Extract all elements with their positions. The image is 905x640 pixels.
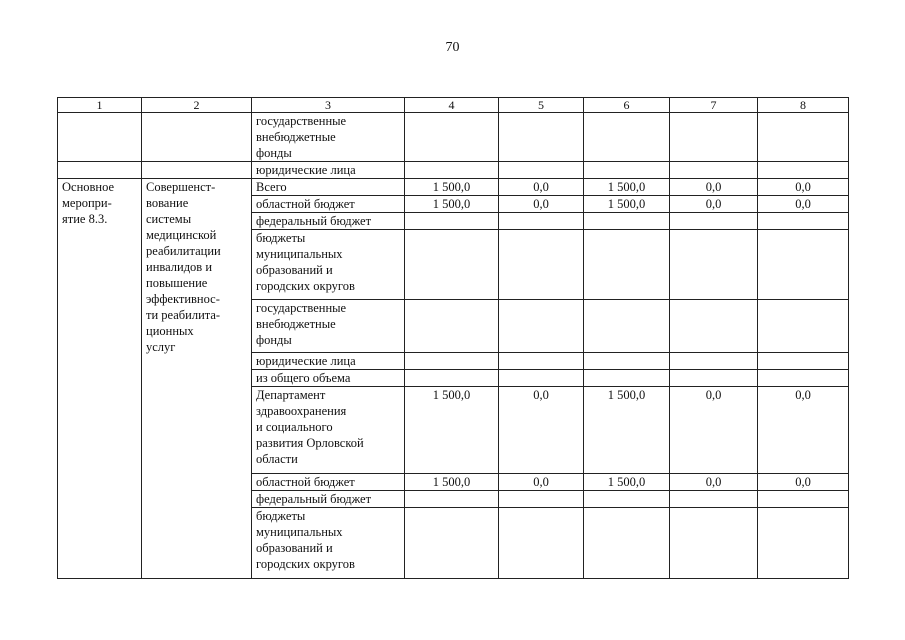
value-cell: 0,0 bbox=[499, 387, 584, 474]
value-cell: 0,0 bbox=[670, 179, 758, 196]
value-cell: 1 500,0 bbox=[584, 196, 670, 213]
page-number: 70 bbox=[445, 40, 460, 55]
header-cell: 5 bbox=[499, 98, 584, 113]
funding-source-cell: федеральный бюджет bbox=[252, 491, 405, 508]
value-cell bbox=[670, 370, 758, 387]
value-cell: 1 500,0 bbox=[405, 179, 499, 196]
value-cell bbox=[499, 213, 584, 230]
value-cell: 1 500,0 bbox=[405, 474, 499, 491]
value-cell: 1 500,0 bbox=[405, 196, 499, 213]
value-cell bbox=[758, 491, 849, 508]
header-row bbox=[58, 98, 849, 113]
value-cell bbox=[584, 213, 670, 230]
funding-source-cell: Всего bbox=[252, 179, 405, 196]
empty-cell bbox=[142, 113, 252, 162]
value-cell bbox=[584, 508, 670, 579]
funding-source-cell: из общего объема bbox=[252, 370, 405, 387]
value-cell bbox=[405, 162, 499, 179]
value-cell: 0,0 bbox=[499, 196, 584, 213]
value-cell bbox=[405, 491, 499, 508]
value-cell bbox=[405, 370, 499, 387]
value-cell bbox=[499, 508, 584, 579]
table-row bbox=[58, 179, 849, 196]
measure-description-cell: Совершенст- вование системы медицинской реабилитации инвалидов и повышение эффективнос- ти реабилита- ционных услуг bbox=[142, 179, 252, 579]
value-cell: 0,0 bbox=[758, 179, 849, 196]
value-cell bbox=[758, 213, 849, 230]
header-cell: 6 bbox=[584, 98, 670, 113]
value-cell bbox=[584, 230, 670, 300]
value-cell bbox=[758, 162, 849, 179]
empty-cell bbox=[142, 162, 252, 179]
value-cell bbox=[670, 508, 758, 579]
value-cell bbox=[405, 113, 499, 162]
value-cell bbox=[758, 370, 849, 387]
value-cell bbox=[405, 230, 499, 300]
funding-source-cell: областной бюджет bbox=[252, 196, 405, 213]
header-cell: 8 bbox=[758, 98, 849, 113]
value-cell bbox=[584, 491, 670, 508]
value-cell bbox=[584, 300, 670, 353]
value-cell: 0,0 bbox=[670, 196, 758, 213]
value-cell: 1 500,0 bbox=[405, 387, 499, 474]
value-cell bbox=[499, 370, 584, 387]
funding-source-cell: государственные внебюджетные фонды bbox=[252, 300, 405, 353]
funding-source-cell: бюджеты муниципальных образований и городских округов bbox=[252, 230, 405, 300]
value-cell bbox=[405, 353, 499, 370]
empty-cell bbox=[58, 113, 142, 162]
value-cell bbox=[670, 213, 758, 230]
header-cell: 3 bbox=[252, 98, 405, 113]
value-cell bbox=[584, 113, 670, 162]
value-cell: 0,0 bbox=[758, 196, 849, 213]
value-cell bbox=[670, 230, 758, 300]
value-cell bbox=[670, 353, 758, 370]
empty-cell bbox=[58, 162, 142, 179]
value-cell bbox=[758, 300, 849, 353]
header-cell: 1 bbox=[58, 98, 142, 113]
value-cell bbox=[499, 300, 584, 353]
value-cell: 0,0 bbox=[758, 474, 849, 491]
table-row bbox=[58, 162, 849, 179]
value-cell bbox=[499, 353, 584, 370]
value-cell bbox=[670, 491, 758, 508]
value-cell bbox=[405, 300, 499, 353]
value-cell bbox=[499, 113, 584, 162]
funding-source-cell: государственные внебюджетные фонды bbox=[252, 113, 405, 162]
header-cell: 2 bbox=[142, 98, 252, 113]
value-cell bbox=[758, 353, 849, 370]
table-row bbox=[58, 113, 849, 162]
value-cell bbox=[758, 230, 849, 300]
value-cell bbox=[758, 113, 849, 162]
value-cell bbox=[584, 162, 670, 179]
value-cell bbox=[670, 300, 758, 353]
value-cell bbox=[499, 491, 584, 508]
funding-source-cell: бюджеты муниципальных образований и городских округов bbox=[252, 508, 405, 579]
header-cell: 7 bbox=[670, 98, 758, 113]
funding-source-cell: областной бюджет bbox=[252, 474, 405, 491]
value-cell bbox=[758, 508, 849, 579]
value-cell bbox=[670, 162, 758, 179]
value-cell bbox=[584, 370, 670, 387]
value-cell: 1 500,0 bbox=[584, 179, 670, 196]
value-cell: 0,0 bbox=[499, 179, 584, 196]
value-cell: 1 500,0 bbox=[584, 387, 670, 474]
value-cell: 1 500,0 bbox=[584, 474, 670, 491]
budget-table bbox=[57, 97, 849, 579]
funding-source-cell: федеральный бюджет bbox=[252, 213, 405, 230]
value-cell: 0,0 bbox=[670, 387, 758, 474]
value-cell bbox=[405, 213, 499, 230]
value-cell bbox=[499, 230, 584, 300]
funding-source-cell: юридические лица bbox=[252, 353, 405, 370]
value-cell: 0,0 bbox=[499, 474, 584, 491]
measure-code-cell: Основное меропри- ятие 8.3. bbox=[58, 179, 142, 579]
value-cell bbox=[405, 508, 499, 579]
value-cell bbox=[584, 353, 670, 370]
value-cell: 0,0 bbox=[758, 387, 849, 474]
value-cell bbox=[499, 162, 584, 179]
header-cell: 4 bbox=[405, 98, 499, 113]
funding-source-cell: юридические лица bbox=[252, 162, 405, 179]
funding-source-cell: Департамент здравоохранения и социального развития Орловской области bbox=[252, 387, 405, 474]
value-cell bbox=[670, 113, 758, 162]
value-cell: 0,0 bbox=[670, 474, 758, 491]
